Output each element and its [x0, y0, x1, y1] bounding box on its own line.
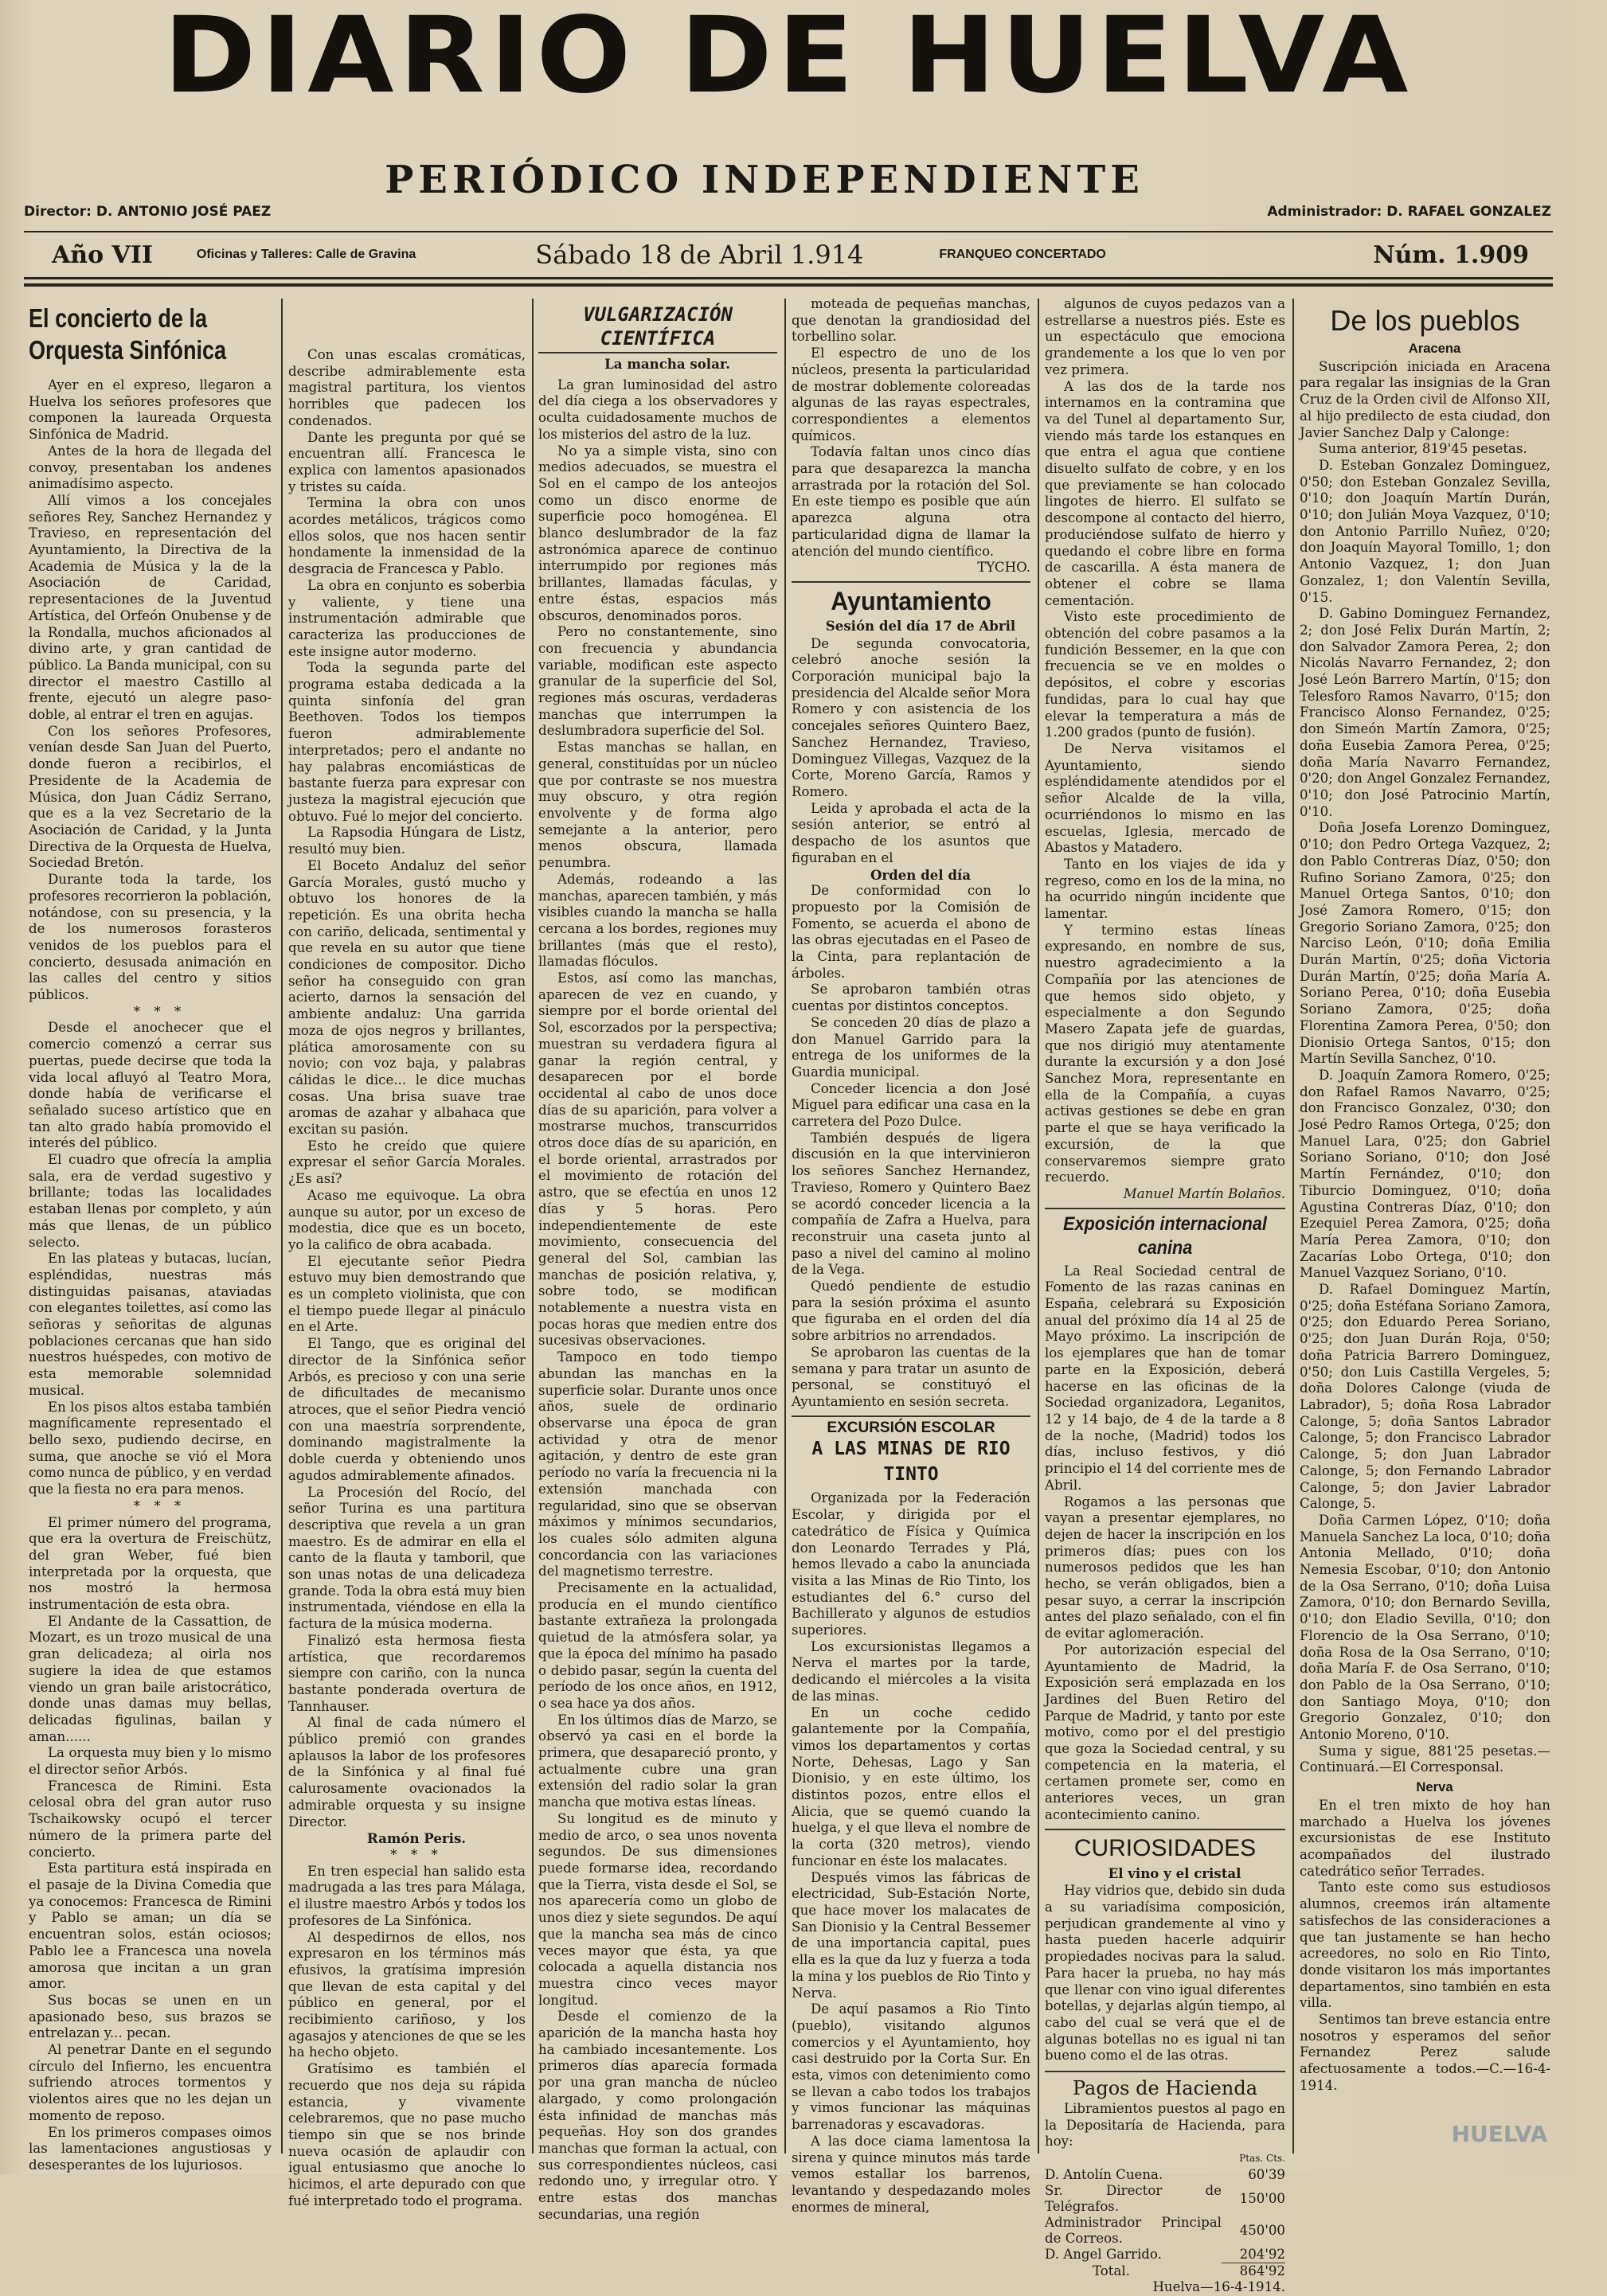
paragraph: Estas manchas se hallan, en general, constituídas por un núcleo que por contraste se nos muestra muy obscuro, y otra región envolvente y de forma algo semejante a la anterior, pero menos obscura, llamada penumbra.	[538, 740, 777, 871]
director-line: Director: D. ANTONIO JOSÉ PAEZ	[24, 204, 272, 220]
pueblos-headline: De los pueblos	[1330, 304, 1520, 337]
column-3	[538, 303, 777, 2222]
issue-date: Sábado 18 de Abril 1.914	[535, 240, 864, 270]
amount-cell: 450'00	[1239, 2222, 1285, 2238]
paragraph: D. Rafael Dominguez Martín, 0'25; doña Estéfana Soriano Zamora, 0'25; don Eduardo Perea Soriano, 0'25; don Juan Durán Roja, 0'50; doña Patricia Barrero Dominguez, 0'50; don Luis Castilla Vergeles, 5; doña Dolores Calonge (viuda de Labrador), 5; doña Rosa Labrador Calonge, 5; doña Santos Labrador Calonge, 5; don Francisco Labrador Calonge, 5; don Juan Labrador Calonge, 5; don Fernando Labrador Calonge, 5; don Javier Labrador Calonge, 5.	[1300, 1282, 1550, 1512]
table-row	[1045, 2247, 1285, 2263]
paragraph: El Andante de la Cassattion, de Mozart, es un trozo musical de una gran delicadeza; al oirla nos sugiere la idea de que estamos viendo un gran baile aristocrático, donde unas damas muy bellas, delicadas figulinas, bailan y aman......	[29, 1613, 272, 1744]
paragraph: La Real Sociedad central de Fomento de las razas caninas en España, celebrará su Exposición anual del próximo día 14 al 25 de Mayo próximo. La inscripción de los ejemplares que han de tomar parte en la Exposición, deberá hacerse en las oficinas de la Sociedad organizadora, Leganitos, 12 y 14 bajo, de 4 de la tarde a 8 de la noche, (Madrid) todos los días, incluso festivos, y dió principio el 14 del corriente mes de Abril.	[1045, 1263, 1285, 1493]
archive-stamp: HUELVA	[1451, 2121, 1548, 2147]
separator: * * *	[133, 1497, 186, 1513]
paragraph: El ejecutante señor Piedra estuvo muy bien demostrando que es un completo violinista, que con el tiempo puede llegar al pináculo en el Arte.	[288, 1253, 526, 1335]
paragraph: Finalizó esta hermosa fiesta artística, que recordaremos siempre con cariño, con la nunca bastante ponderada overtura de Tannhauser.	[288, 1632, 526, 1714]
hacienda-table	[1045, 2167, 1285, 2279]
paragraph: De conformidad con lo propuesto por la Comisión de Fomento, se acuerda el abono de las obras ejecutadas en el Paseo de la Cinta, para replantación de árboles.	[792, 883, 1030, 981]
section-rule	[1045, 2071, 1285, 2072]
paragraph: Durante toda la tarde, los profesores recorrieron la población, notándose, con su presencia, y la de los numerosos forasteros venidos de los pueblos para el concierto, desusada animación en las calles del centro y sitios públicos.	[29, 872, 272, 1003]
paragraph: Antes de la hora de llegada del convoy, presentaban los andenes animadísimo aspecto.	[29, 443, 272, 492]
amount-cell: 150'00	[1239, 2190, 1285, 2206]
concept-cell: D. Angel Garrido.	[1045, 2247, 1162, 2263]
total-label: Total.	[1093, 2263, 1130, 2278]
column-rule	[784, 299, 786, 2153]
paragraph: Esta partitura está inspirada en el pasaje de la Divina Comedia que ya conocemos: Francesca de Rimini y Pablo se aman; un día se encuentran solos, están ociosos; Pablo lee a Francesca una novela amorosa que incitan a un gran amor.	[29, 1861, 272, 1992]
paragraph: El primer número del programa, que era la overtura de Freischütz, del gran Weber, fué bien interpretada por la orquesta, que nos mostró la hermosa instrumentación de esta obra.	[29, 1514, 272, 1613]
total-amount: 864'92	[1222, 2263, 1285, 2279]
article-signature: Manuel Martín Bolaños.	[1123, 1185, 1285, 1201]
paragraph: moteada de pequeñas manchas, que denotan la grandiosidad del torbellino solar.	[792, 296, 1030, 345]
paragraph: El Boceto Andaluz del señor García Morales, gustó mucho y obtuvo los honores de la repetición. Es una obrita hecha con cariño, delicada, sentimental y que revela en su autor que tiene condiciones de compositor. Dicho señor ha conseguido con gran acierto, darnos la sensación del ambiente andaluz: Una garrida moza de ojos negros y brillantes, plática amorosamente con su novio; con voz baja, y palabras cálidas le dice... le dice muchas cosas. Una brisa suave trae aromas de azahar y albahaca que excitan su pasión.	[288, 857, 526, 1138]
separator: * * *	[390, 1846, 443, 1862]
masthead-subtitle: PERIÓDICO INDEPENDIENTE	[385, 158, 1144, 202]
column-rule	[532, 299, 534, 2153]
paragraph: algunos de cuyos pedazos van a estrellarse a nuestros piés. Este es un espectáculo que emociona grandemente a los que lo ven por vez primera.	[1045, 296, 1285, 377]
concept-cell: Sr. Director de Telégrafos.	[1045, 2182, 1222, 2214]
paragraph: La orquesta muy bien y lo mismo el director señor Arbós.	[29, 1745, 272, 1778]
table-row	[1045, 2183, 1285, 2215]
paragraph: Doña Carmen López, 0'10; doña Manuela Sanchez La loca, 0'10; doña Antonia Mellado, 0'10; doña Nemesia Escobar, 0'10; don Antonio de la Osa Serrano, 0'10; doña Luisa Zamora, 0'10; don Bernardo Sevilla, 0'10; don Eladio Sevilla, 0'10; don Florencio de la Osa Serrano, 0'10; doña Rosa de la Osa Serrano, 0'10; doña María F. de Osa Serrano, 0'10; don Pablo de la Osa Serrano, 0'10; don Santiago Moya, 0'10; don Gregorio Gonzalez, 0'10; don Antonio Moreno, 0'10.	[1300, 1512, 1550, 1743]
paragraph: Desde el comienzo de la aparición de la mancha hasta hoy ha cambiado incesantemente. Los primeros días aparecía formada por una gran mancha de núcleo alargado, y como prolongación ésta infinidad de manchas más pequeñas. Hoy son dos grandes manchas que forman la actual, con sus correspondientes núcleos, casi redondo uno, y irregular otro. Y entre estas dos manchas secundarias, una región	[538, 2009, 777, 2222]
paragraph: La obra en conjunto es soberbia y valiente, y tiene una instrumentación admirable que caracteriza las producciones de este insigne autor moderno.	[288, 577, 526, 659]
ayuntamiento-headline: Ayuntamiento	[831, 586, 991, 615]
offices: Oficinas y Talleres: Calle de Gravina	[196, 248, 416, 261]
paragraph: Precisamente en la actualidad, producía en el mundo científico bastante extrañeza la prolongada quietud de la atmósfera solar, ya que la época del mínimo ha pasado o debido pasar, según la cuenta del período de los once años, en 1912, o sea hace ya dos años.	[538, 1580, 777, 1711]
table-row	[1045, 2167, 1285, 2183]
paragraph: Al penetrar Dante en el segundo círculo del Infierno, les encuentra sufriendo atroces tormentos y violentos aires que no les dejan un momento de reposo.	[29, 2042, 272, 2123]
paragraph: En tren especial han salido esta madrugada a las tres para Málaga, el ilustre maestro Arbós y todos los profesores de La Sinfónica.	[288, 1863, 526, 1928]
paragraph: En el tren mixto de hoy han marchado a Huelva los jóvenes excursionistas de ese Instituto acompañados del ilustrado catedrático señor Terrades.	[1300, 1797, 1550, 1879]
paragraph: Tampoco en todo tiempo abundan las manchas en la superficie solar. Durante unos once años, suele de ordinario observarse una época de gran actividad y otra de menor agitación, y dentro de este gran período no varía la frecuencia ni la extensión manchada con regularidad, sino que se observan máximos y mínimos secundarios, los cuales sólo admiten alguna concordancia con las variaciones del magnetismo terrestre.	[538, 1349, 777, 1579]
canina-headline: Exposición internacional canina	[1063, 1212, 1267, 1259]
hacienda-headline: Pagos de Hacienda	[1072, 2077, 1258, 2100]
paragraph: Con unas escalas cromáticas, describe admirablemente esta magistral partitura, los vientos horribles que padecen los condenados.	[288, 347, 526, 428]
town-heading-aracena: Aracena	[1408, 341, 1461, 356]
paragraph: Después vimos las fábricas de electricidad, Sub-Estación Norte, que hace mover los malacates de San Dionisio y la Central Bessemer de una importancia capital, pues ella es la que da luz y fuerza a toda la mina y los pueblos de Rio Tinto y Nerva.	[792, 1869, 1030, 2001]
paragraph: Tanto este como sus estudiosos alumnos, creemos irán altamente satisfechos de las consideraciones a que tan justamente se han hecho acreedores, no solo en Rio Tinto, donde visitaron los más importantes departamentos, sino también en esta villa.	[1300, 1880, 1550, 2011]
administrator-line: Administrador: D. RAFAEL GONZALEZ	[1267, 204, 1551, 220]
paragraph: Por autorización especial del Ayuntamiento de Madrid, la Exposición será emplazada en los Jardines del Buen Retiro del Parque de Madrid, y tanto por este motivo, como por el del prestigio que goza la Sociedad central, y su competencia en la materia, el certamen promete ser, como en anteriores veces, un gran acontecimiento canino.	[1045, 1642, 1285, 1822]
concept-cell: Administrador Principal de Correos.	[1045, 2214, 1222, 2246]
paragraph: Leida y aprobada el acta de la sesión anterior, se entró al despacho de los asuntos que figuraban en el	[792, 800, 1030, 865]
section-rule	[792, 1415, 1030, 1417]
paragraph: D. Esteban Gonzalez Dominguez, 0'50; don Esteban Gonzalez Sevilla, 0'10; don Joaquín Martín Durán, 0'10; don Julián Moya Vazquez, 0'10; don Antonio Parrillo Nuñez, 0'20; don Joaquín Mayoral Tomillo, 1; don Antonio Vazquez, 1; don Juan Gonzalez, 1; don Valentín Sevilla, 0'15.	[1300, 457, 1550, 605]
paragraph: Termina la obra con unos acordes metálicos, trágicos como ellos solos, que nos hacen sentir hondamente la inmensidad de la desgracia de Francesca y Pablo.	[288, 495, 526, 577]
postage: FRANQUEO CONCERTADO	[939, 248, 1106, 261]
paragraph: La gran luminosidad del astro del día ciega a los observadores y oculta cuidadosamente muchos de los misterios del astro de la luz.	[538, 377, 777, 442]
column-2	[288, 347, 526, 2208]
paragraph: A las doce ciama lamentosa la sirena y quince minutos más tarde vemos estallar los barrenos, levantando y despedazando moles enormes de mineral,	[792, 2133, 1030, 2215]
section-rule	[792, 581, 1030, 583]
paragraph: Quedó pendiente de estudio para la sesión próxima el asunto que figuraba en el orden del día sobre arbitrios no arrendados.	[792, 1279, 1030, 1344]
paragraph: La Rapsodia Húngara de Listz, resultó muy bien.	[288, 825, 526, 857]
session-line: Sesión del día 17 de Abril	[825, 617, 1016, 634]
curiosidades-headline: CURIOSIDADES	[1073, 1834, 1257, 1861]
issue-number: Núm. 1.909	[1373, 240, 1529, 269]
paragraph: Estos, así como las manchas, aparecen de vez en cuando, y siempre por el borde oriental del Sol, escorzados por la perspectiva; muestran su verdadera figura al ganar la región central, y desaparecen por el borde occidental al cabo de unos doce días de su aparición, para volver a mostrarse muchos, transcurridos otros doce días de su aparición, en el borde oriental, arrastrados por el movimiento de rotación del astro, que se efectúa en unos 12 días y 5 horas. Pero independientemente de este movimiento, consecuencia del general del Sol, cambian las manchas de posición relativa, y, sobre todo, se modifican notablemente a nuestra vista en pocas horas que medien entre dos sucesivas observaciones.	[538, 970, 777, 1349]
paragraph: Rogamos a las personas que vayan a presentar ejemplares, no dejen de hacer la inscripción en los primeros días; pues con los numerosos pedidos que les han hecho, se verán obligados, bien a pesar suyo, a cerrar la inscripción antes del plazo señalado, con el fin de evitar aglomeración.	[1045, 1494, 1285, 1642]
paragraph: Sentimos tan breve estancia entre nosotros y esperamos del señor Fernandez Perez salude afectuosamente a todos.—C.—16-4-1914.	[1300, 2012, 1550, 2093]
concert-headline: El concierto de la Orquesta Sinfónica	[29, 303, 227, 365]
paragraph: Se conceden 20 días de plazo a don Manuel Garrido para la entrega de los uniformes de la Guardia municipal.	[792, 1014, 1030, 1080]
issue-info-bar	[24, 231, 1553, 279]
section-rule	[1045, 1208, 1285, 1209]
table-row	[1045, 2215, 1285, 2247]
paragraph: En un coche cedido galantemente por la Compañía, vimos los departamentos y cortas Norte, Dehesas, Lago y San Dionisio, y en este último, los distintos pozos, entre ellos el Alicia, que se quemó cuando la huelga, y el que lleva el nombre de la corta (320 metros), viendo funcionar en éste los malacates.	[792, 1704, 1030, 1868]
paragraph: Desde el anochecer que el comercio comenzó a cerrar sus puertas, puede decirse que toda la vida local afluyó al Teatro Mora, donde había de verificarse el señalado suceso artístico que en tan alto grado había promovido el interés del público.	[29, 1020, 272, 1151]
order-heading: Orden del día	[870, 866, 972, 883]
paragraph: Toda la segunda parte del programa estaba dedicada a la quinta sinfonía del gran Beethoven. Todos los tiempos fueron admirablemente interpretados; pero el andante no hay palabras encomiásticas de bastante fuerza para expresar con justeza la magistral ejecución que obtuvo. Fué lo mejor del concierto.	[288, 660, 526, 824]
concept-cell: D. Antolín Cuena.	[1045, 2166, 1163, 2182]
paragraph: Además, rodeando a las manchas, aparecen también, y más visibles cuando la mancha se halla cercana a los bordes, regiones muy brillantes (más que el resto), llamadas flóculos.	[538, 871, 777, 970]
paragraph: El Tango, que es original del director de la Sinfónica señor Arbós, es precioso y con una serie de dificultades de mecanismo atroces, que el señor Piedra venció con una maestría sorprendente, dominando magistralmente la doble cuerda y obteniendo unos agudos admirablemente afinados.	[288, 1336, 526, 1483]
paragraph: En los últimos días de Marzo, se observó ya casi en el borde la primera, que desapareció pronto, y actualmente cubre una gran extensión del radio solar la gran mancha que motiva estas líneas.	[538, 1712, 777, 1810]
paragraph: Se aprobaron también otras cuentas por distintos conceptos.	[792, 982, 1030, 1014]
excursion-headline: A LAS MINAS DE RIO TINTO	[811, 1439, 1011, 1486]
paragraph: Su longitud es de minuto y medio de arco, o sea unos noventa segundos. De sus dimensiones puede formarse idea, recordando que la Tierra, vista desde el Sol, se nos aparecería como un globo de unos diez y siete segundos. De aquí que la mancha sea más de cinco veces mayor que ésta, ya que colocada a aquella distancia nos muestra cinco veces mayor longitud.	[538, 1810, 777, 2008]
paragraph: También después de ligera discusión en la que intervinieron los señores Sanchez Hernandez, Travieso, Romero y Quintero Baez se acordó conceder licencia a la compañía de Zafra a Huelva, para reconstruir una caseta junto al paso a nivel del camino al molino de la Vega.	[792, 1130, 1030, 1278]
paragraph: No ya a simple vista, sino con medios adecuados, se muestra el Sol en el campo de los anteojos como un disco enorme de superficie poco homogénea. El blanco deslumbrador de la faz astronómica aparece de continuo interrumpido por regiones más brillantes, llamadas fáculas, y entre éstas, espacios más obscuros, denominados poros.	[538, 443, 777, 623]
paragraph: Acaso me equivoque. La obra aunque su autor, por un exceso de modestia, dice que es un boceto, yo la califico de obra acabada.	[288, 1187, 526, 1252]
paragraph: Hay vidrios que, debido sin duda a su variadísima composición, perjudican grandemente al vino y hasta pueden hacerle adquirir propiedades nocivas para la salud. Para hacer la prueba, no hay más que llenar con vino igual diferentes botellas, y dejarlas algún tiempo, al cabo del cual se verá que el de algunas botellas no es igual ni tan bueno como el de las otras.	[1045, 1883, 1285, 2064]
paragraph: Allí vimos a los concejales señores Rey, Sanchez Hernandez y Travieso, en representación del Ayuntamiento, la Directiva de la Academia de Música y la de la Asociación de Caridad, representaciones de la Juventud Artística, del Orfeón Onubense y de la Rondalla, muchos aficionados al divino arte, y gran cantidad de público. La Banda municipal, con su director el maestro Castillo al frente, ejecutó un alegre paso-doble, al entrar el tren en agujas.	[29, 492, 272, 723]
amount-cell: 204'92	[1239, 2246, 1285, 2262]
paragraph: A las dos de la tarde nos internamos en la contramina que va del Tunel al departamento Sur, viendo más tarde los estanques en que entra el agua que contiene disuelto sulfato de cobre, y en los que previamente se han colocado lingotes de hierro. El sulfato se descompone al contacto del hierro, produciéndose sulfato de hierro y quedando el cobre libre en forma de cascarilla. A ésta manera de obtener el cobre se llama cementación.	[1045, 378, 1285, 608]
paragraph: Suma anterior, 819'45 pesetas.	[1319, 441, 1527, 457]
paragraph: D. Gabino Dominguez Fernandez, 2; don José Felix Durán Martín, 2; don Salvador Zamora Perea, 2; don Nicolás Navarro Fernandez, 2; don José León Barrero Martín, 0'15; don Telesforo Ramos Navarro, 0'15; don Francisco Alonso Fernandez, 0'25; don Simeón Martín Zamora, 0'25; doña Eusebia Zamora Perea, 0'25; doña María Navarro Fernandez, 0'20; don Angel Gonzalez Fernandez, 0'10; don José Patrocinio Martín, 0'10.	[1300, 606, 1550, 819]
column-5	[1045, 296, 1285, 2294]
paragraph: Se aprobaron las cuentas de la semana y para tratar un asunto de personal, se constituyó el Ayuntamiento en sesión secreta.	[792, 1344, 1030, 1409]
masthead-title: DIARIO DE HUELVA	[163, 0, 1413, 117]
curiosidades-subheading: El vino y el cristal	[1108, 1865, 1241, 1881]
separator: * * *	[133, 1003, 186, 1019]
paragraph: El espectro de uno de los núcleos, presenta la particularidad de mostrar doblemente coloreadas algunas de las rayas espectrales, correspondientes a elementos químicos.	[792, 346, 1030, 443]
paragraph: De Nerva visitamos el Ayuntamiento, siendo espléndidamente atendidos por el señor Alcalde de la villa, ocurriéndonos lo mismo en las escuelas, Iglesia, mercado de Abastos y Matadero.	[1045, 740, 1285, 856]
paragraph: Suscripción iniciada en Aracena para regalar las insignias de la Gran Cruz de la Orden civil de Alfonso XII, al hijo predilecto de esta ciudad, don Javier Sanchez Dalp y Calonge:	[1300, 358, 1550, 440]
paragraph: Dante les pregunta por qué se encuentran allí. Francesca le explica con lamentos apasionados y tristes su caída.	[288, 429, 526, 494]
paragraph: Tanto en los viajes de ida y regreso, como en los de la mina, no ha ocurrido ningún incidente que lamentar.	[1045, 856, 1285, 922]
paragraph: Todavía faltan unos cinco días para que desaparezca la mancha arrastrada por la rotación del Sol. En este tiempo es posible que aún aparezca alguna otra particularidad digna de llamar la atención del mundo científico.	[792, 444, 1030, 559]
science-subheading: La mancha solar.	[604, 356, 730, 372]
paragraph: Y termino estas líneas expresando, en nombre de sus, nuestro agradecimiento a la Compañía por las atenciones de que hemos sido objeto, y especialmente a don Segundo Masero Zapata jefe de guardas, que nos dirigió muy atentamente durante la excursión y a don José Sanchez Mora, representante en ella de la Compañía, a cuyas activas gestiones se debe en gran parte el que se haya verificado la excursión, de la que conservaremos siempre grato recuerdo.	[1045, 922, 1285, 1185]
paragraph: Gratísimo es también el recuerdo que nos deja su rápida estancia, y vivamente celebraremos, que no pase mucho tiempo sin que se nos brinde nueva ocasión de aplaudir con igual entusiasmo que anoche lo hicimos, el arte depurado con que fué interpretado todo el programa.	[288, 2061, 526, 2208]
town-heading-nerva: Nerva	[1416, 1779, 1453, 1795]
paragraph: Francesca de Rimini. Esta celosal obra del gran autor ruso Tschaikowsky ocupó el tercer número de la primera parte del concierto.	[29, 1778, 272, 1860]
section-rule	[1045, 1829, 1285, 1830]
paragraph: La Procesión del Rocío, del señor Turina es una partitura descriptiva que revela a un gran maestro. Es de admirar en ella el canto de la flauta y tamboril, que son unas notas de una delicadeza grande. Toda la obra está muy bien instrumentada, viéndose en ella la factura de la música moderna.	[288, 1484, 526, 1632]
article-signature: TYCHO.	[977, 560, 1030, 576]
paragraph: Al final de cada número el público premió con grandes aplausos la labor de los profesores de la Sinfónica y al final fué calurosamente ovacionados la admirable orquesta y su insigne Director.	[288, 1715, 526, 1829]
amount-cell: 60'39	[1248, 2166, 1285, 2182]
paragraph: Doña Josefa Lorenzo Dominguez, 0'10; don Pedro Ortega Vazquez, 2; don Pablo Contreras Díaz, 0'50; don Rufino Soriano Zamora, 0'25; don Manuel Ortega Santos, 0'10; don José Zamora Romero, 0'15; don Gregorio Soriano Zamora, 0'25; don Narciso León, 0'10; doña Emilia Durán Martín, 0'25; doña Victoria Durán Martín, 0'25; doña María A. Soriano Perea, 0'10; doña Eusebia Soriano Zamora, 0'25; doña Florentina Zamora Perea, 0'50; don Dionisio Ortega Santos, 0'15; don Martín Sevilla Sanchez, 0'10.	[1300, 820, 1550, 1067]
author-signature: Ramón Peris.	[366, 1830, 467, 1847]
concert-article	[29, 377, 272, 2174]
hacienda-date: Huelva—16-4-1914.	[1152, 2278, 1285, 2294]
paragraph: D. Joaquín Zamora Romero, 0'25; don Rafael Ramos Navarro, 0'25; don Francisco Gonzalez, 0'30; don José Pedro Ramos Ortega, 0'25; don Manuel Lara, 0'25; don Gabriel Soriano Soriano, 0'10; don José Martín Fernández, 0'10; don Tiburcio Dominguez, 0'10; doña Agustina Contreras Díaz, 0'10; don Ezequiel Perea Zamora, 0'25; doña María Perea Zamora, 0'10; don Zacarías Lobo Ortega, 0'10; don Manuel Vazquez Soriano, 0'10.	[1300, 1067, 1550, 1281]
paragraph: Pero no constantemente, sino con frecuencia y abundancia variable, modifican este aspecto granular de la superficie del Sol, regiones más oscuras, verdaderas manchas que interrumpen la deslumbradora superficie del Sol.	[538, 624, 777, 739]
paragraph: Los excursionistas llegamos a Nerva el martes por la tarde, dedicando el miércoles a la visita de las minas.	[792, 1638, 1030, 1704]
paragraph: Al despedirnos de ellos, nos expresaron en los términos más efusivos, la gratísima impresión que llevan de esta capital y del público en general, por el recibimiento cariñoso, y los agasajos y atenciones de que se les ha hecho objeto.	[288, 1929, 526, 2060]
paragraph: El cuadro que ofrecía la amplia sala, era de verdad sugestivo y brillante; todas las localidades estaban llenas por completo, y aún más que llenas, de un público selecto.	[29, 1152, 272, 1250]
paragraph: Ayer en el expreso, llegaron a Huelva los señores profesores que componen la laureada Orquesta Sinfónica de Madrid.	[29, 377, 272, 443]
paragraph: Suma y sigue, 881'25 pesetas.—Continuará.—El Corresponsal.	[1300, 1743, 1550, 1775]
issue-year: Año VII	[52, 240, 153, 269]
column-rule	[1292, 299, 1294, 2153]
paragraph: En los primeros compases oimos las lamentaciones angustiosas y desesperantes de los lujuriosos.	[29, 2124, 272, 2173]
header-rule	[24, 283, 1553, 287]
column-rule	[1038, 299, 1039, 2153]
science-headline: VULGARIZACIÓN CIENTÍFICA	[538, 303, 777, 353]
paragraph: Organizada por la Federación Escolar, y dirigida por el catedrático de Física y Química don Leonardo Terrades y Plá, hemos llevado a cabo la anunciada visita a las Minas de Rio Tinto, los estudiantes del 6.° curso del Bachillerato y algunos de estudios superiores.	[792, 1490, 1030, 1638]
paragraph: De aquí pasamos a Rio Tinto (pueblo), visitando algunos comercios y el Ayuntamiento, hoy casi destruido por la Corta Sur. En esta, vimos con detenimiento como se llevan a cabo todos los trabajos y vimos funcionar las máquinas barrenadoras y escavadoras.	[792, 2001, 1030, 2133]
paragraph: De segunda convocatoria, celebró anoche sesión la Corporación municipal bajo la presidencia del Alcalde señor Mora Romero y con asistencia de los concejales señores Quintero Baez, Sanchez Hernandez, Travieso, Dominguez Villegas, Vazquez de la Corte, Moreno García, Ramos y Romero.	[792, 635, 1030, 799]
paragraph: Esto he creído que quiere expresar el señor García Morales. ¿Es así?	[288, 1138, 526, 1187]
column-4	[792, 296, 1030, 2215]
paragraph: En las plateas y butacas, lucían, espléndidas, nuestras más distinguidas paisanas, ataviadas con elegantes toilettes, así como las señoras y señoritas de algunas poblaciones cercanas que han sido nuestros huéspedes, con motivo de esta memorable solemnidad musical.	[29, 1251, 272, 1398]
paragraph: En los pisos altos estaba también magníficamente representado el bello sexo, pudiendo decirse, en suma, que anoche se vió el Mora como nunca de público, y en verdad que la fiesta no era para menos.	[29, 1399, 272, 1497]
paragraph: Sus bocas se unen en un apasionado beso, sus brazos se entrelazan y... pecan.	[29, 1992, 272, 2041]
units-label: Ptas. Cts.	[1239, 2153, 1285, 2165]
paragraph: Conceder licencia a don José Miguel para edificar una casa en la carretera del Pozo Dulce.	[792, 1080, 1030, 1130]
column-6	[1300, 303, 1550, 2157]
total-row	[1045, 2263, 1285, 2279]
column-1	[29, 303, 272, 2173]
paragraph: Visto este procedimiento de obtención del cobre pasamos a la fundición Bessemer, en la que con frecuencia se ve en moldes o depósitos, el cobre y escorias fundidas, para lo cual hay que elevar la temperatura a más de 1.200 grados (punto de fusión).	[1045, 609, 1285, 740]
column-rule	[281, 299, 283, 2153]
paragraph: Con los señores Profesores, venían desde San Juan del Puerto, donde fueron a recibirlos, el Presidente de la Academia de Música, don Juan Cádiz Serrano, que es a la vez Secretario de la Asociación de Caridad, y la Junta Directiva de la Orquesta de Huelva, Sociedad Bretón.	[29, 723, 272, 871]
excursion-kicker: EXCURSIÓN ESCOLAR	[827, 1419, 995, 1436]
paragraph: Libramientos puestos al pago en la Depositaría de Hacienda, para hoy:	[1045, 2101, 1285, 2150]
